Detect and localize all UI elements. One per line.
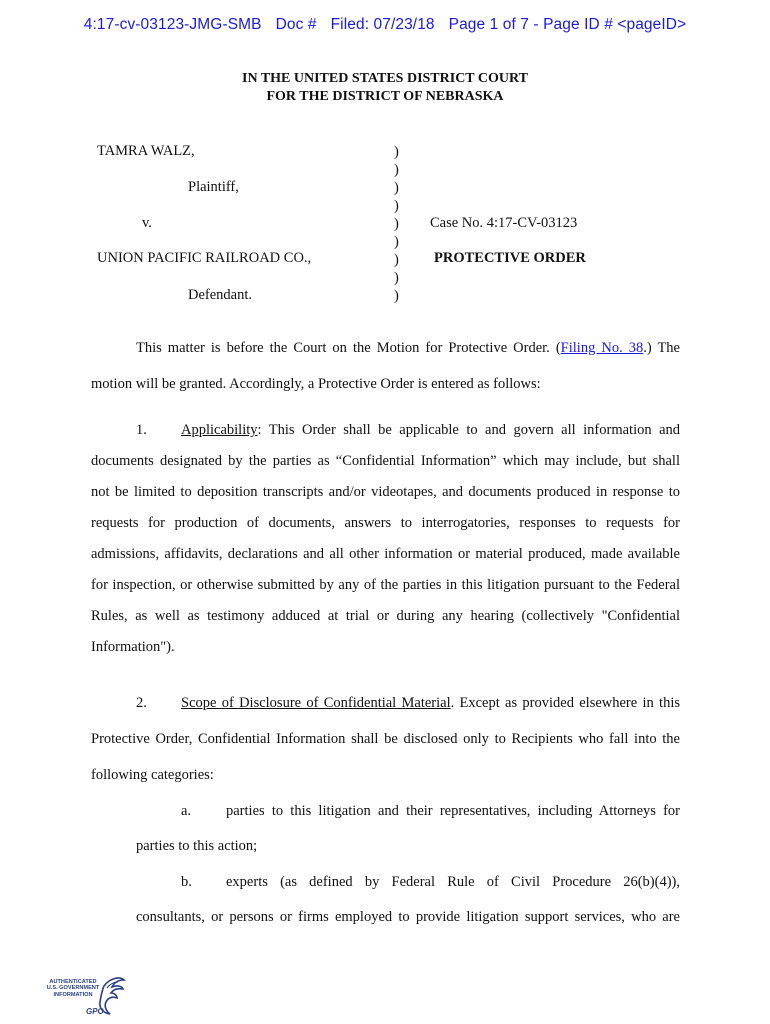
item-b-line-2: consultants, or persons or firms employed to provide litigation support services, who are <box>136 909 680 925</box>
case-number: Case No. 4:17-CV-03123 <box>430 215 578 231</box>
para2-number: 2. <box>136 695 147 711</box>
para1-line-1 <box>181 422 680 439</box>
item-a-line-2: parties to this action; <box>136 838 258 854</box>
para1-line: Rules, as well as testimony adduced at trial or during any hearing (collectively "Confidential <box>91 608 680 624</box>
header-doc: Doc # <box>275 16 317 33</box>
para2-text: . Except as provided elsewhere in this <box>450 695 680 711</box>
caption-paren: ) <box>394 162 399 178</box>
gpo-seal-text: AUTHENTICATED U.S. GOVERNMENT INFORMATION <box>46 979 100 998</box>
para1-line: requests for production of documents, answers to interrogatories, responses to requests for <box>91 515 680 531</box>
plaintiff-role: Plaintiff, <box>188 179 239 195</box>
plaintiff-name: TAMRA WALZ, <box>97 143 195 159</box>
caption-paren: ) <box>394 144 399 160</box>
caption-paren: ) <box>394 288 399 304</box>
defendant-name: UNION PACIFIC RAILROAD CO., <box>97 250 312 266</box>
para2-line-1 <box>181 695 680 712</box>
intro-line-1 <box>136 340 680 357</box>
para1-text: : This Order shall be applicable to and govern all information and <box>257 422 680 438</box>
header-case-number: 4:17-cv-03123-JMG-SMB <box>83 16 262 33</box>
item-b-line-1: experts (as defined by Federal Rule of Civil Procedure 26(b)(4)), <box>226 874 680 890</box>
para1-last-line: Information"). <box>91 639 175 655</box>
caption-paren: ) <box>394 180 399 196</box>
item-a-letter: a. <box>181 803 192 819</box>
eagle-icon <box>44 974 128 1016</box>
caption-paren: ) <box>394 270 399 286</box>
para1-line: not be limited to deposition transcripts and/or videotapes, and documents produced in response to <box>91 484 680 500</box>
gpo-authentication-seal <box>44 974 128 1016</box>
item-a-line-1: parties to this litigation and their representatives, including Attorneys for <box>226 803 680 819</box>
court-heading-line1: IN THE UNITED STATES DISTRICT COURT <box>242 71 528 86</box>
document-header <box>0 16 770 34</box>
para2-heading: Scope of Disclosure of Confidential Material <box>181 695 451 711</box>
header-page: Page 1 of 7 - Page ID # <pageID> <box>448 16 687 33</box>
gpo-seal-label: GPO <box>86 1007 104 1016</box>
intro-text-end: .) The <box>643 340 680 356</box>
para1-line: for inspection, or otherwise submitted by any of the parties in this litigation pursuant to the Federal <box>91 577 680 593</box>
caption-paren: ) <box>394 198 399 214</box>
defendant-role: Defendant. <box>188 287 253 303</box>
para2-line-2: Protective Order, Confidential Information shall be disclosed only to Recipients who fall into the <box>91 731 680 747</box>
para1-heading: Applicability <box>181 422 258 438</box>
order-title: PROTECTIVE ORDER <box>434 250 586 266</box>
filing-link[interactable]: Filing No. 38 <box>560 340 644 356</box>
intro-text: This matter is before the Court on the Motion for Protective Order. ( <box>136 340 561 356</box>
caption-paren: ) <box>394 234 399 250</box>
versus: v. <box>142 215 152 231</box>
para1-number: 1. <box>136 422 147 438</box>
para2-line-3: following categories: <box>91 767 214 783</box>
header-filed: Filed: 07/23/18 <box>330 16 435 33</box>
para1-line: documents designated by the parties as “Confidential Information” which may include, but shall <box>91 453 680 469</box>
para1-line: admissions, affidavits, declarations and all other information or material produced, made available <box>91 546 680 562</box>
court-heading-line2: FOR THE DISTRICT OF NEBRASKA <box>266 89 504 104</box>
caption-paren: ) <box>394 216 399 232</box>
caption-paren: ) <box>394 252 399 268</box>
item-b-letter: b. <box>181 874 192 890</box>
intro-line-2: motion will be granted. Accordingly, a Protective Order is entered as follows: <box>91 376 541 392</box>
